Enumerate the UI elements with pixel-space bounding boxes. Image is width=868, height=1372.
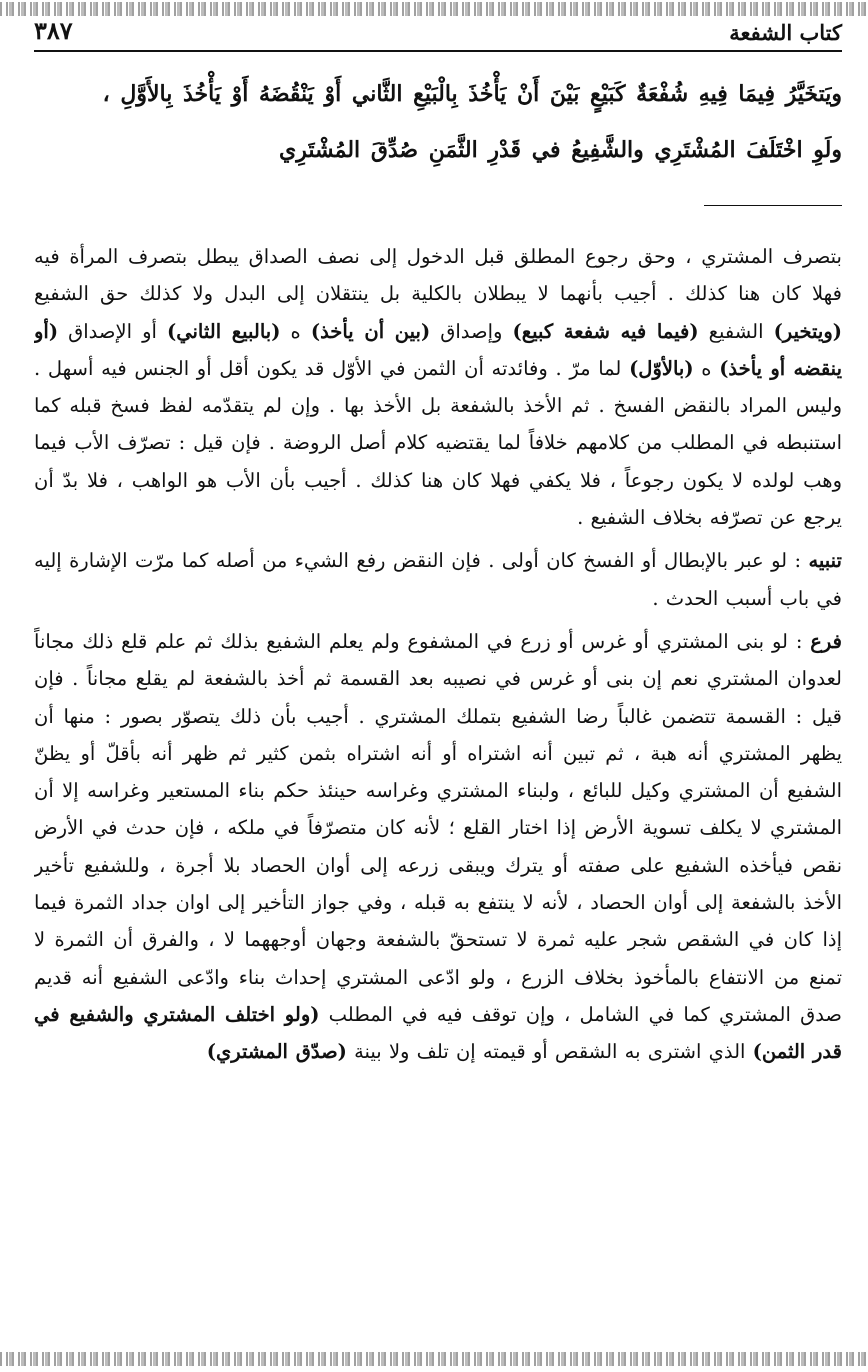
quoted-matn: (ولو اختلف المشتري والشفيع في قدر الثمن) xyxy=(34,1002,842,1064)
quoted-matn: (فيما فيه شفعة كبيع) xyxy=(512,319,699,343)
matn-text xyxy=(34,66,842,178)
matn-line: ويَتخَيَّرُ فِيمَا فِيهِ شُفْعَةٌ كَبَيْعٍ بَيْنَ أَنْ يَأْخُذَ بِالْبَيْعِ الثَّاني أَوْ يَنْقُضَهُ أَوْ يَأْخُذَ بِالأَوَّلِ ، xyxy=(102,81,842,107)
paragraph-branch: فرع : لو بنى المشتري أو غرس أو زرع في المشفوع ولم يعلم الشفيع بذلك ثم علم قلع ذلك مجاناً لعدوان المشتري نعم إن بنى أو غرس في نصيبه بعد القسمة ثم أخذ بالشفعة لم يقلع مجاناً . فإن قيل : القسمة تتضمن غالباً رضا الشفيع بتملك المشتري . أجيب بأن ذلك يتصوّر بصور : منها أن يظهر المشتري أنه هبة ، ثم تبين أنه اشتراه أو أنه اشتراه بثمن كثير ثم ظهر أنه بأقلّ أو يظنّ الشفيع أن المشتري وكيل للبائع ، ولبناء المشتري وغراسه حينئذ حكم بناء المستعير وغراسه إلا أن المشتري لا يكلف تسوية الأرض إذا اختار القلع ؛ لأنه كان متصرّفاً في ملكه ، فإن حدث في الأرض نقص فيأخذه الشفيع على صفته أو يترك ويبقى زرعه إلى أوان الحصاد بلا أجرة ، وللشفيع تأخير الأخذ بالشفعة إلى أوان الحصاد ، لأنه لا ينتفع به قبله ، وفي جواز التأخير إلى اوان جداد الثمرة فيما إذا كان في الشقص شجر عليه ثمرة لا تستحقّ بالشفعة وجهان أوجههما لا ، والفرق أن الثمرة لا تمنع من الانتفاع بالمأخوذ بخلاف الزرع ، ولو ادّعى المشتري إحداث بناء وادّعى الشفيع أنه قديم صدق المشتري كما في الشامل ، وإن توقف فيه في المطلب (ولو اختلف المشتري والشفيع في قدر الثمن) الذي اشترى به الشقص أو قيمته إن تلف ولا بينة (صدّق المشتري) xyxy=(34,629,842,1064)
paragraph: بتصرف المشتري ، وحق رجوع المطلق قبل الدخول إلى نصف الصداق يبطل بتصرف المرأة فيه فهلا كان هنا كذلك . أجيب بأنهما لا يبطلان بالكلية بل ينتقلان إلى البدل ولا كذلك حق الشفيع (ويتخير) الشفيع (فيما فيه شفعة كبيع) وإصداق (بين أن يأخذ) ه (بالبيع الثاني) أو الإصداق (أو ينقضه أو يأخذ) ه (بالأوّل) لما مرّ . وفائدته أن الثمن في الأوّل قد يكون أقل أو الجنس فيه أسهل . وليس المراد بالنقض الفسخ . ثم الأخذ بالشفعة بل الأخذ بها . وإن لم يتقدّمه لفظ فسخ قبله كما استنبطه في المطلب من كلامهم خلافاً لما يقتضيه كلام أصل الروضة . فإن قيل : تصرّف الأب فيما وهب لولده لا يكون رجوعاً ، فلا يكفي فهلا كان هنا كذلك . أجيب بأن الأب هو الواهب ، فلا بدّ أن يرجع عن تصرّفه بخلاف الشفيع . xyxy=(34,245,842,530)
quoted-matn: (أو ينقضه أو يأخذ) xyxy=(34,319,842,380)
commentary-text xyxy=(34,238,842,1338)
quoted-matn: (صدّق المشتري) xyxy=(206,1040,347,1064)
page-number: ٣٨٧ xyxy=(34,16,73,45)
paragraph-note: تنبيه : لو عبر بالإبطال أو الفسخ كان أولى . فإن النقض رفع الشيء من أصله كما مرّت الإشارة إليه في باب أسبب الحدث . xyxy=(34,549,842,610)
header-rule xyxy=(34,50,842,52)
matn-separator-rule xyxy=(704,205,842,206)
matn-line: ولَوِ اخْتَلَفَ المُشْتَرِي والشَّفِيعُ في قَدْرِ الثَّمَنِ صُدِّقَ المُشْتَرِي xyxy=(279,137,842,163)
decorative-border-bottom xyxy=(0,1352,868,1366)
quoted-matn: (بين أن يأخذ) xyxy=(310,319,431,343)
note-label: تنبيه xyxy=(808,549,842,573)
quoted-matn: (بالأوّل) xyxy=(629,356,694,380)
branch-label: فرع xyxy=(810,629,842,653)
quoted-matn: (بالبيع الثاني) xyxy=(167,319,281,343)
running-header xyxy=(34,14,842,48)
book-title: كتاب الشفعة xyxy=(729,20,842,45)
quoted-matn: (ويتخير) xyxy=(773,319,842,343)
